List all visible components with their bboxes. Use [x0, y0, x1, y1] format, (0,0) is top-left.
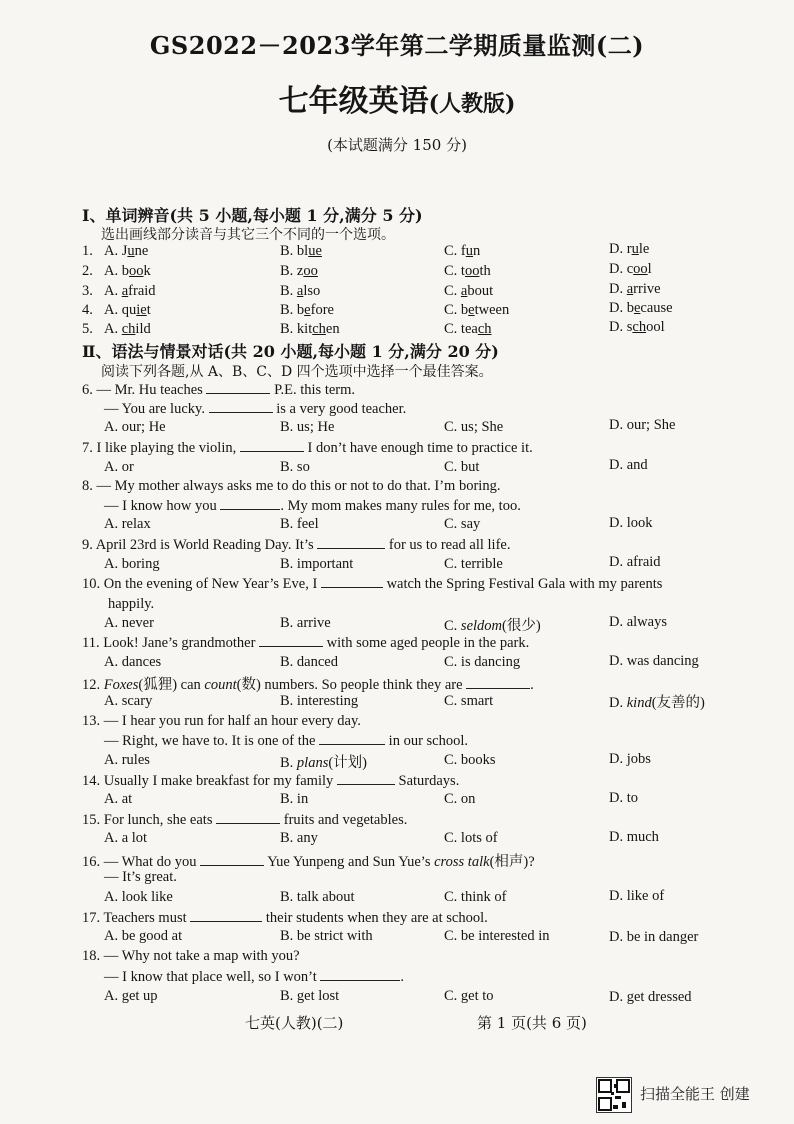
underlined-letters: a — [296, 283, 304, 299]
option-c[interactable]: C. get to — [444, 988, 494, 1004]
option-a[interactable]: A. never — [104, 615, 154, 631]
option-a[interactable]: A. get up — [104, 988, 158, 1004]
edition: (人教版) — [428, 91, 516, 117]
answer-blank[interactable] — [317, 536, 385, 549]
option-b[interactable]: B. danced — [280, 654, 338, 670]
option-b[interactable]: B. be strict with — [280, 928, 373, 944]
option-a[interactable]: A. or — [104, 459, 134, 475]
exam-subject — [0, 76, 794, 120]
answer-blank[interactable] — [319, 732, 385, 745]
option-c[interactable]: C. is dancing — [444, 654, 521, 670]
answer-blank[interactable] — [240, 439, 304, 452]
underlined-letters: u — [127, 243, 135, 259]
option-a[interactable]: A. scary — [104, 693, 153, 709]
underlined-letters: oo — [464, 263, 480, 279]
option-b[interactable]: B. arrive — [280, 615, 331, 631]
section2-heading: Ⅱ、语法与情景对话(共 20 小题,每小题 1 分,满分 20 分) — [82, 342, 499, 361]
underlined-letters: oo — [128, 263, 144, 279]
option-d[interactable]: D. cool — [609, 261, 652, 277]
option-b[interactable]: B. so — [280, 459, 310, 475]
subject-name: 七年级英语 — [278, 84, 429, 119]
underlined-letters: u — [465, 243, 474, 259]
scanner-watermark-text: 扫描全能王 创建 — [640, 1085, 750, 1103]
option-a[interactable]: A. at — [104, 791, 133, 807]
option-d[interactable]: D. was dancing — [609, 653, 699, 669]
option-d[interactable]: D. to — [609, 790, 638, 806]
score-note: (本试题满分 150 分) — [327, 136, 467, 154]
answer-blank[interactable] — [337, 772, 395, 785]
option-c[interactable]: C. say — [444, 516, 481, 532]
option-a[interactable]: A. book — [104, 263, 151, 279]
underlined-letters: a — [626, 281, 634, 297]
section1-heading: Ⅰ、单词辨音(共 5 小题,每小题 1 分,满分 5 分) — [82, 206, 423, 225]
option-b[interactable]: B. before — [280, 302, 334, 318]
footer-page: 第 1 页(共 6 页) — [477, 1014, 587, 1032]
option-a[interactable]: A. June — [104, 243, 149, 259]
option-d[interactable]: D. afraid — [609, 554, 661, 570]
option-d[interactable]: D. look — [609, 515, 653, 531]
option-d[interactable]: D. kind(友善的) — [609, 695, 705, 711]
underlined-letters: ue — [308, 243, 322, 259]
option-a[interactable]: A. quiet — [104, 302, 151, 318]
option-d[interactable]: D. because — [609, 300, 673, 316]
underlined-letters: e — [304, 302, 311, 318]
option-d[interactable]: D. be in danger — [609, 929, 699, 945]
option-a[interactable]: A. our; He — [104, 419, 166, 435]
option-b[interactable]: B. important — [280, 556, 354, 572]
option-d[interactable]: D. school — [609, 319, 665, 335]
option-c[interactable]: C. between — [444, 302, 510, 318]
underlined-letters: e — [468, 302, 475, 318]
section2-instruction: 阅读下列各题,从 A、B、C、D 四个选项中选择一个最佳答案。 — [101, 364, 493, 380]
option-c[interactable]: C. about — [444, 283, 494, 299]
underlined-letters: e — [633, 300, 641, 316]
footer-course: 七英(人教)(二) — [245, 1014, 344, 1032]
option-b[interactable]: B. also — [280, 283, 321, 299]
option-b[interactable]: B. talk about — [280, 889, 355, 905]
option-c[interactable]: C. us; She — [444, 419, 504, 435]
answer-blank[interactable] — [320, 968, 400, 981]
section1-instruction: 选出画线部分读音与其它三个不同的一个选项。 — [101, 227, 395, 243]
option-c[interactable]: C. terrible — [444, 556, 503, 572]
option-c[interactable]: C. tooth — [444, 263, 491, 279]
answer-blank[interactable] — [206, 381, 270, 394]
option-b[interactable]: B. feel — [280, 516, 319, 532]
underlined-letters: oo — [633, 261, 648, 277]
underlined-letters: ch — [477, 321, 492, 337]
option-a[interactable]: A. look like — [104, 889, 173, 905]
option-a[interactable]: A. rules — [104, 752, 150, 768]
option-d[interactable]: D. always — [609, 614, 667, 630]
option-d[interactable]: D. rule — [609, 241, 650, 257]
option-c[interactable]: C. fun — [444, 243, 481, 259]
option-c[interactable]: C. lots of — [444, 830, 498, 846]
option-a[interactable]: A. child — [104, 321, 151, 337]
exam-title: GS2022－2023学年第二学期质量监测(二) — [149, 31, 645, 60]
option-a[interactable]: A. be good at — [104, 928, 183, 944]
underlined-letters: a — [121, 283, 129, 299]
answer-blank[interactable] — [259, 634, 323, 647]
option-d[interactable]: D. jobs — [609, 751, 651, 767]
option-a[interactable]: A. boring — [104, 556, 160, 572]
answer-blank[interactable] — [200, 853, 264, 866]
option-c[interactable]: C. teach — [444, 321, 492, 337]
option-b[interactable]: B. us; He — [280, 419, 335, 435]
option-c[interactable]: C. smart — [444, 693, 494, 709]
underlined-letters: a — [460, 283, 468, 299]
question-number: 1. — [82, 243, 93, 259]
option-b[interactable]: B. kitchen — [280, 321, 340, 337]
option-b[interactable]: B. any — [280, 830, 318, 846]
question-number: 3. — [82, 283, 93, 299]
option-c[interactable]: C. on — [444, 791, 476, 807]
option-d[interactable]: D. get dressed — [609, 989, 692, 1005]
option-d[interactable]: D. our; She — [609, 417, 676, 433]
option-d[interactable]: D. arrive — [609, 281, 661, 297]
question-number: 5. — [82, 321, 93, 337]
option-b[interactable]: B. plans(计划) — [280, 755, 368, 771]
option-b[interactable]: B. zoo — [280, 263, 318, 279]
option-b[interactable]: B. interesting — [280, 693, 359, 709]
answer-blank[interactable] — [190, 909, 262, 922]
answer-blank[interactable] — [216, 811, 280, 824]
answer-blank[interactable] — [220, 497, 280, 510]
option-c[interactable]: C. be interested in — [444, 928, 550, 944]
qr-code-icon — [596, 1077, 632, 1113]
underlined-letters: u — [631, 241, 639, 257]
option-a[interactable]: A. dances — [104, 654, 162, 670]
question-number: 2. — [82, 263, 93, 279]
option-c[interactable]: C. but — [444, 459, 480, 475]
underlined-letters: ch — [632, 319, 647, 335]
option-c[interactable]: C. think of — [444, 889, 507, 905]
underlined-letters: ch — [312, 321, 326, 337]
option-a[interactable]: A. afraid — [104, 283, 156, 299]
underlined-letters: ie — [136, 302, 147, 318]
underlined-letters: oo — [303, 263, 318, 279]
option-c[interactable]: C. books — [444, 752, 496, 768]
answer-blank[interactable] — [466, 676, 530, 689]
option-d[interactable]: D. like of — [609, 888, 665, 904]
question-number: 4. — [82, 302, 93, 318]
option-b[interactable]: B. blue — [280, 243, 322, 259]
option-c[interactable]: C. seldom(很少) — [444, 618, 541, 634]
option-a[interactable]: A. a lot — [104, 830, 148, 846]
answer-blank[interactable] — [209, 400, 273, 413]
option-d[interactable]: D. much — [609, 829, 659, 845]
option-b[interactable]: B. get lost — [280, 988, 340, 1004]
option-a[interactable]: A. relax — [104, 516, 151, 532]
option-b[interactable]: B. in — [280, 791, 309, 807]
underlined-letters: ch — [121, 321, 136, 337]
answer-blank[interactable] — [321, 575, 383, 588]
option-d[interactable]: D. and — [609, 457, 648, 473]
